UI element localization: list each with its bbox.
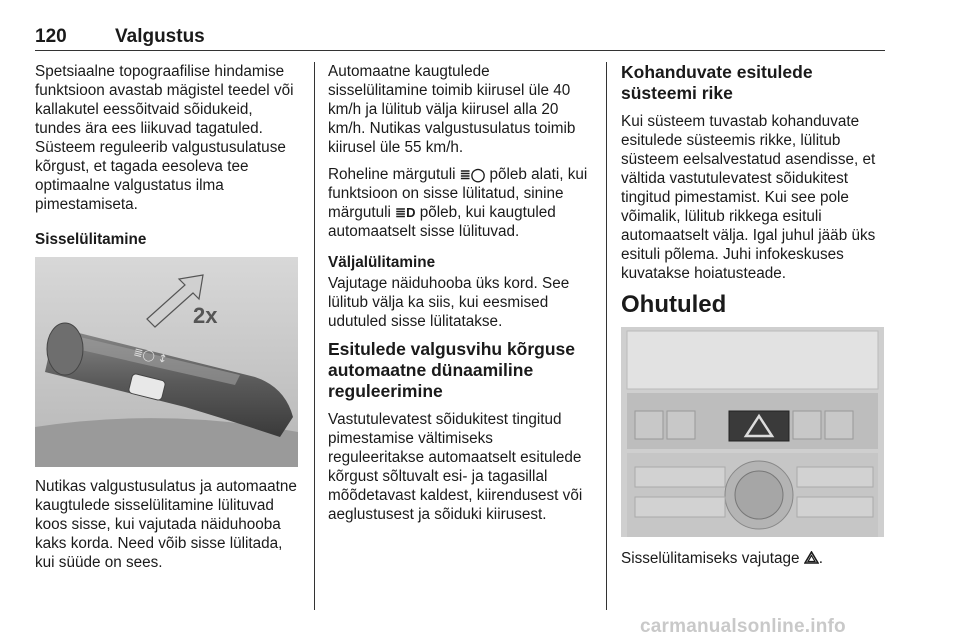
section-heading-fault: Kohanduvate esitulede süsteemi rike <box>621 62 813 103</box>
column-3 <box>621 62 889 576</box>
section-heading-dynamic: Esitulede valgusvihu kõrguse automaatne dünaamiline reguleerimine <box>328 339 576 401</box>
chapter-title: Valgustus <box>115 26 205 47</box>
indicator-paragraph <box>328 165 593 241</box>
dynamic-paragraph: Vastutulevatest sõidukitest tingitud pimestamise vältimiseks reguleeritakse automaatselt esitulede kõrgust sõltuvalt esi- ja tagasillal mõõdetavast kaldest, kiirendusest või aeglustusest ja sõiduki kiirusest. <box>328 411 583 523</box>
hazard-console-illustration <box>621 327 884 537</box>
page-header <box>35 24 885 51</box>
indicator-text-2: põleb alati, kui funktsioon on sisse lülitatud, sinine märgutuli <box>328 166 588 221</box>
watermark: carmanualsonline.info <box>640 616 846 637</box>
speed-paragraph: Automaatne kaugtulede sisselülitamine toimib kiirusel üle 40 km/h ja lülitub välja kiirusel alla 20 km/h. Nutikas valgustusulatus toimib kiirusel üle 55 km/h. <box>328 63 576 156</box>
indicator-text-3: põleb, kui kaugtuled automaatselt sisse lülituvad. <box>328 204 556 240</box>
switch-off-paragraph: Vajutage näiduhooba üks kord. See lülitub välja ka siis, kui eesmised udutuled sisse lülitatakse. <box>328 275 570 330</box>
column-2 <box>328 62 593 532</box>
auto-light-indicator-icon: ≣◯ <box>459 167 486 182</box>
hazard-paragraph <box>621 549 889 568</box>
after-figure-paragraph: Nutikas valgustusulatus ja automaatne kaugtulede sisselülitamine lülituvad koos sisse, kui vajutada näiduhooba kaks korda. Need võib sisse lülitada, kui süüde on sees. <box>35 478 297 571</box>
intro-paragraph: Spetsiaalne topograafilise hindamise funktsioon avastab mägistel teedel või kallakutel eessõitvaid sõidukeid, tundes ära ees liikuvad tagatuled. Süsteem reguleerib valgustusulatuse kõrgust, et tagada eesoleva tee optimaalne valgustatus ilma pimestamiseta. <box>35 63 294 213</box>
column-1 <box>35 62 300 580</box>
hazard-text: Sisselülitamiseks vajutage <box>621 550 800 567</box>
svg-text:≣◯ ↕: ≣◯ ↕ <box>132 345 169 367</box>
section-heading-switch-on: Sisselülitamine <box>35 231 147 248</box>
page-number: 120 <box>35 26 67 47</box>
hazard-warning-icon <box>804 551 819 564</box>
indicator-text-1: Roheline märgutuli <box>328 166 456 183</box>
section-heading-hazard: Ohutuled <box>621 291 727 318</box>
column-divider <box>314 62 315 610</box>
high-beam-indicator-icon: ≣D <box>395 205 416 220</box>
fault-paragraph: Kui süsteem tuvastab kohanduvate esitulede süsteemis rikke, lülitub süsteem eelsalvestatud asendisse, et vältida vastutulevatest sõidukitest tingitud pimestamist. Kui see pole võimalik, lülitub rikkega esituli automaatselt välja. Igal juhul jääb üks esituli põlema. Juhi infokeskuses kuvatakse hoiatusteade. <box>621 113 876 282</box>
hazard-text-end: . <box>818 550 824 567</box>
stalk-illustration <box>35 257 298 467</box>
figure-label: 2x <box>193 303 218 328</box>
section-heading-switch-off: Väljalülitamine <box>328 254 436 271</box>
column-divider <box>606 62 607 610</box>
